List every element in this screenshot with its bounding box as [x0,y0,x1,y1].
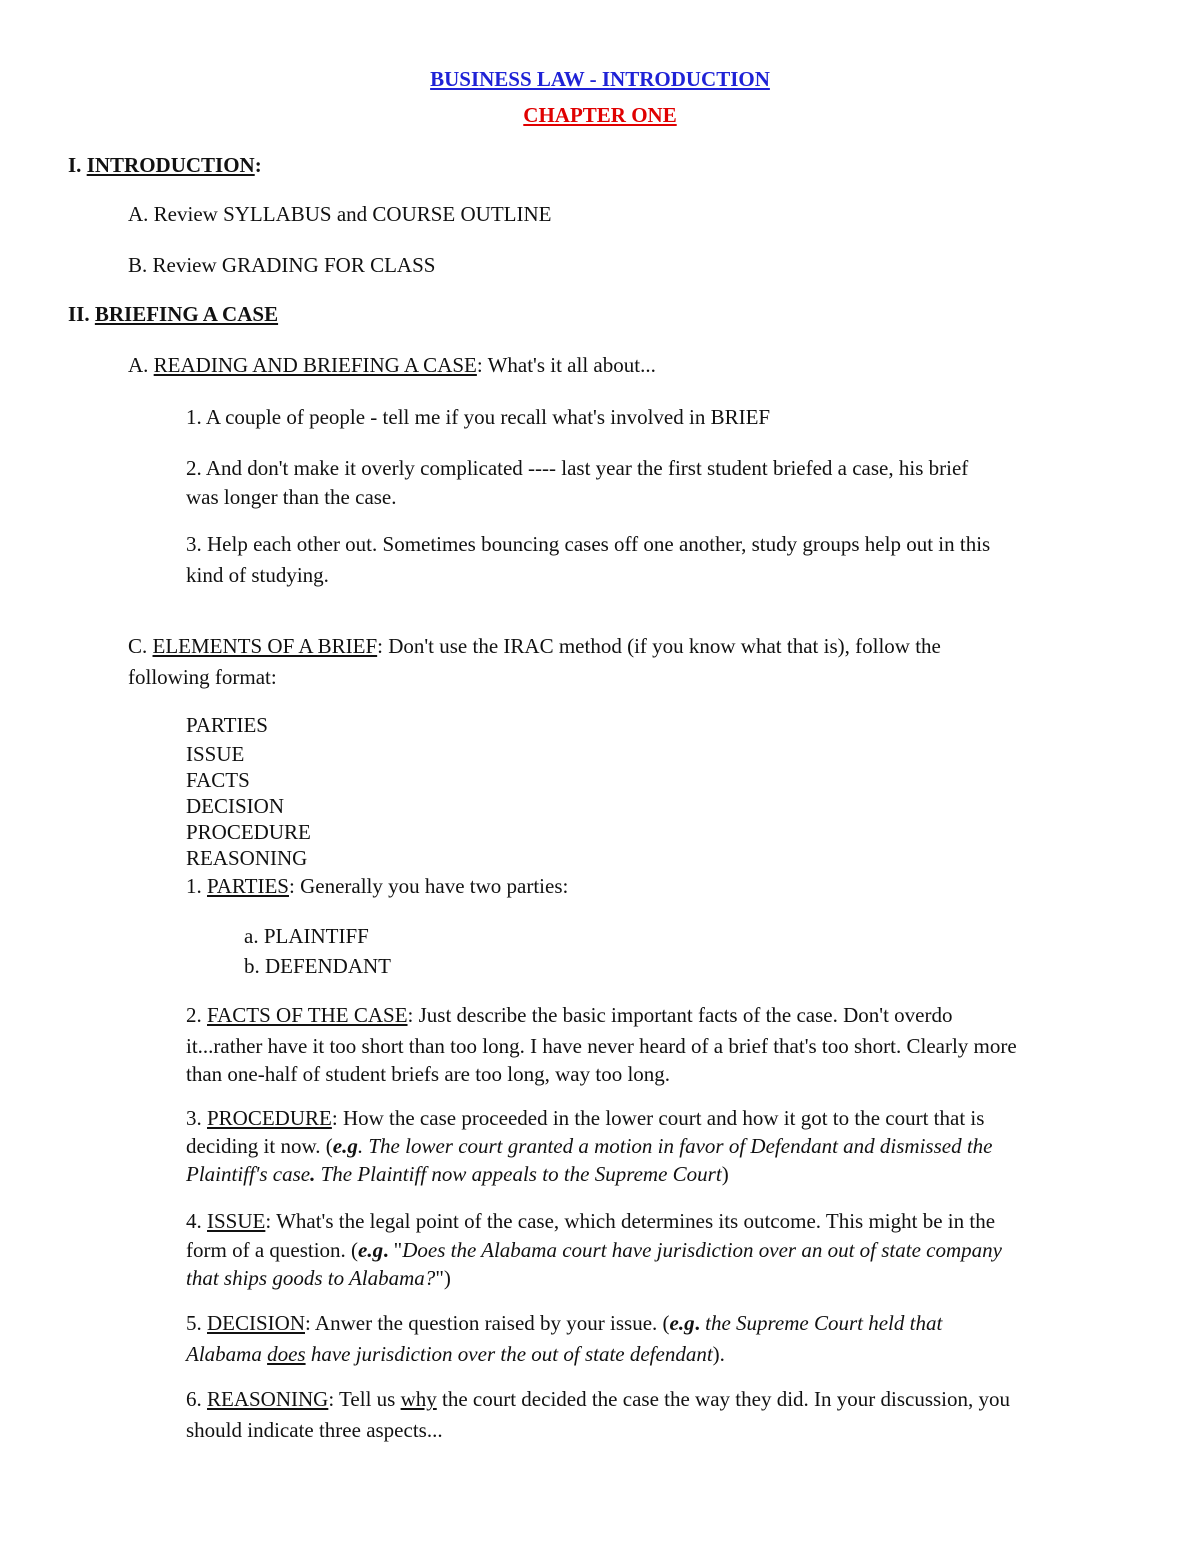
section-one-heading [68,153,262,177]
document-title: BUSINESS LAW - INTRODUCTION [430,67,770,91]
facts-item-line-1 [186,1003,952,1027]
text-span: ). [712,1342,725,1366]
item-term: ELEMENTS OF A BRIEF [152,634,378,658]
example-text: have jurisdiction over the out of state defendant [305,1342,713,1366]
elements-of-brief-line-2: following format: [128,665,277,689]
format-item: DECISION [186,794,284,818]
text-span: . [310,1162,316,1186]
facts-item-line-3: than one-half of student briefs are too long, way too long. [186,1062,671,1086]
item-term: FACTS OF THE CASE [207,1003,408,1027]
format-item: ISSUE [186,742,245,766]
format-item: REASONING [186,846,308,870]
facts-item-line-2: it...rather have it too short than too long. I have never heard of a brief that's too short. Clearly more [186,1034,1017,1058]
eg-label: e.g [332,1134,358,1158]
item-review-grading: B. Review GRADING FOR CLASS [128,253,436,277]
example-text: The Plaintiff now appeals to the Supreme Court [315,1162,722,1186]
item-reading-briefing [128,353,656,377]
text-span: . [694,1311,700,1335]
item-text: the court decided the case the way they did. In your discussion, you [436,1387,1011,1411]
item-prefix: 5. [186,1311,207,1335]
section-two-heading [68,302,278,326]
format-item: PARTIES [186,713,268,737]
parties-item [186,874,568,898]
issue-item-line-2 [186,1238,1002,1262]
item-term: PROCEDURE [207,1106,332,1130]
eg-label: e.g [358,1238,384,1262]
text-span: deciding it now. ( [186,1134,333,1158]
emphasis-text: does [267,1342,306,1366]
item-term: REASONING [207,1387,329,1411]
item-prefix: A. [128,353,154,377]
item-prefix: 3. [186,1106,207,1130]
elements-of-brief-line-1 [128,634,941,658]
item-text: : Anwer the question raised by your issue. ( [305,1311,670,1335]
item-text: : Generally you have two parties: [289,874,569,898]
reasoning-item-line-1 [186,1387,1010,1411]
section-number: I. [68,153,87,177]
point-two-line-2: was longer than the case. [186,485,397,509]
item-term: PARTIES [207,874,289,898]
reasoning-item-line-2: should indicate three aspects... [186,1418,443,1442]
point-three-line-2: kind of studying. [186,563,329,587]
section-title: INTRODUCTION [86,153,255,177]
format-item: FACTS [186,768,250,792]
emphasis-text: why [400,1387,437,1411]
example-text: that ships goods to Alabama? [186,1266,436,1290]
chapter-heading: CHAPTER ONE [523,103,677,127]
procedure-item-line-3 [186,1162,729,1186]
item-text: : What's the legal point of the case, which determines its outcome. This might be in the [265,1209,996,1233]
decision-item-line-2 [186,1342,725,1366]
item-text: : Just describe the basic important facts of the case. Don't overdo [407,1003,953,1027]
decision-item-line-1 [186,1311,942,1335]
item-prefix: 2. [186,1003,207,1027]
eg-label: e.g [669,1311,695,1335]
item-prefix: 6. [186,1387,207,1411]
point-two-line-1: 2. And don't make it overly complicated ---- last year the first student briefed a case, his brief [186,456,969,480]
section-title: BRIEFING A CASE [94,302,279,326]
section-colon: : [254,153,262,177]
item-prefix: C. [128,634,153,658]
point-one: 1. A couple of people - tell me if you recall what's involved in BRIEF [186,405,771,429]
format-item: PROCEDURE [186,820,311,844]
item-term: DECISION [207,1311,305,1335]
example-text: Does the Alabama court have jurisdiction over an out of state company [402,1238,1002,1262]
section-number: II. [68,302,95,326]
procedure-item-line-1 [186,1106,984,1130]
item-text: : Tell us [328,1387,401,1411]
item-term: ISSUE [207,1209,266,1233]
item-review-syllabus: A. Review SYLLABUS and COURSE OUTLINE [128,202,552,226]
item-text: : What's it all about... [476,353,656,377]
point-three-line-1: 3. Help each other out. Sometimes bouncing cases off one another, study groups help out in this [186,532,991,556]
issue-item-line-1 [186,1209,995,1233]
text-span: . [383,1238,394,1262]
example-text: the Supreme Court held that [699,1311,943,1335]
example-text: Alabama [186,1342,268,1366]
item-text: : How the case proceeded in the lower court and how it got to the court that is [331,1106,985,1130]
party-plaintiff: a. PLAINTIFF [244,924,369,948]
issue-item-line-3 [186,1266,451,1290]
text-span: ") [435,1266,451,1290]
text-span: " [393,1238,403,1262]
example-text: . The lower court granted a motion in favor of Defendant and dismissed the [357,1134,993,1158]
example-text: Plaintiff's case [186,1162,311,1186]
item-term: READING AND BRIEFING A CASE [153,353,477,377]
party-defendant: b. DEFENDANT [244,954,391,978]
item-text: : Don't use the IRAC method (if you know what that is), follow the [377,634,941,658]
item-prefix: 1. [186,874,207,898]
item-prefix: 4. [186,1209,207,1233]
procedure-item-line-2 [186,1134,992,1158]
text-span: ) [721,1162,729,1186]
text-span: form of a question. ( [186,1238,359,1262]
